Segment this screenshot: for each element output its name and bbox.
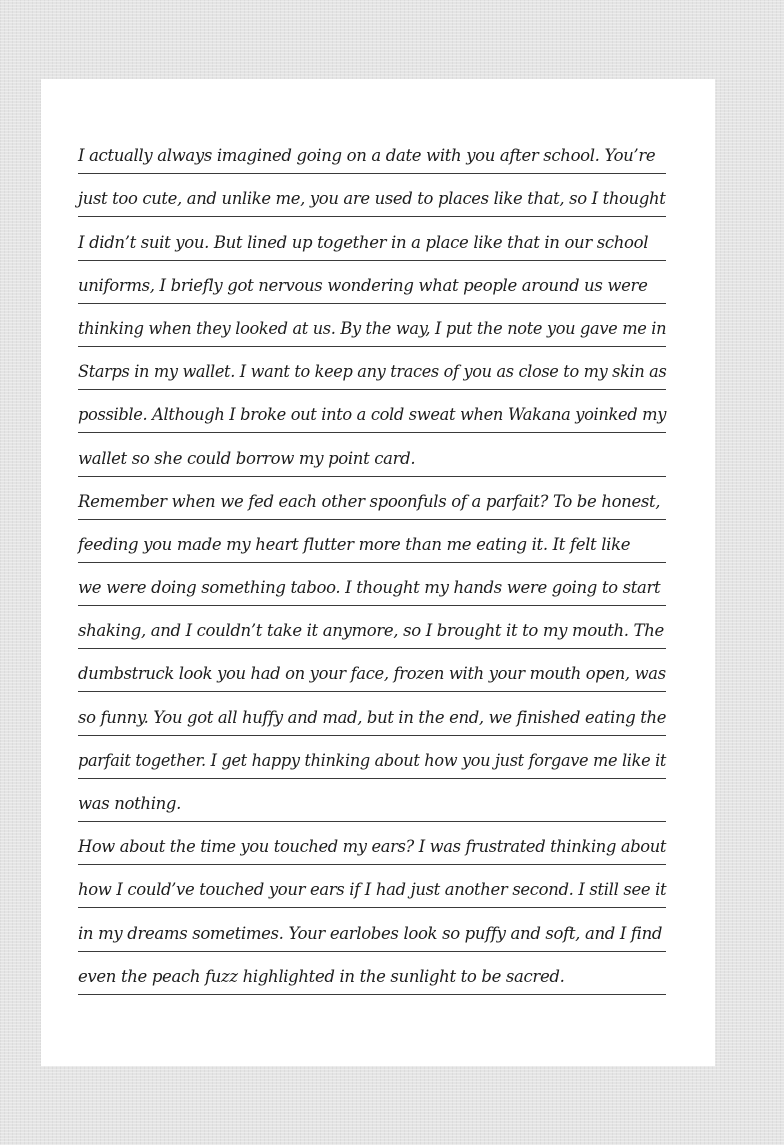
letter-line-text: Starps in my wallet. I want to keep any traces of you as close to my skin as xyxy=(78,362,667,382)
letter-line-text: I didn’t suit you. But lined up together in a place like that in our school xyxy=(78,232,649,252)
letter-line-text: in my dreams sometimes. Your earlobes look so puffy and soft, and I find xyxy=(78,923,663,943)
ruled-line xyxy=(78,865,666,908)
ruled-line xyxy=(78,433,666,476)
letter-line-text: thinking when they looked at us. By the way, I put the note you gave me in xyxy=(78,318,667,338)
ruled-line xyxy=(78,390,666,433)
ruled-line xyxy=(78,908,666,951)
ruled-line xyxy=(78,779,666,822)
ruled-line xyxy=(78,520,666,563)
letter-paper xyxy=(41,79,715,1066)
ruled-line xyxy=(78,131,666,174)
ruled-line xyxy=(78,692,666,735)
letter-line-text: shaking, and I couldn’t take it anymore, so I brought it to my mouth. The xyxy=(78,621,664,641)
ruled-line xyxy=(78,563,666,606)
letter-line-text: feeding you made my heart flutter more than me eating it. It felt like xyxy=(78,534,631,554)
letter-line-text: dumbstruck look you had on your face, frozen with your mouth open, was xyxy=(78,664,666,684)
ruled-line xyxy=(78,822,666,865)
letter-line-text: Remember when we fed each other spoonfuls of a parfait? To be honest, xyxy=(78,491,661,511)
ruled-line xyxy=(78,736,666,779)
ruled-line xyxy=(78,261,666,304)
letter-line-text: possible. Although I broke out into a cold sweat when Wakana yoinked my xyxy=(78,405,667,425)
letter-line-text: was nothing. xyxy=(78,794,182,813)
ruled-line xyxy=(78,217,666,260)
letter-line-text: wallet so she could borrow my point card. xyxy=(78,448,416,468)
ruled-line xyxy=(78,606,666,649)
letter-line-text: just too cute, and unlike me, you are used to places like that, so I thought xyxy=(78,189,666,209)
ruled-line xyxy=(78,304,666,347)
letter-line-text: How about the time you touched my ears? I was frustrated thinking about xyxy=(78,837,667,857)
ruled-line xyxy=(78,347,666,390)
ruled-line xyxy=(78,649,666,692)
ruled-line xyxy=(78,952,666,995)
ruled-line xyxy=(78,174,666,217)
letter-line-text: I actually always imagined going on a date with you after school. You’re xyxy=(78,146,656,166)
letter-line-text: we were doing something taboo. I thought my hands were going to start xyxy=(78,578,661,598)
letter-line-text: uniforms, I briefly got nervous wondering what people around us were xyxy=(78,275,648,295)
ruled-line xyxy=(78,477,666,520)
letter-line-text: even the peach fuzz highlighted in the sunlight to be sacred. xyxy=(78,966,565,986)
letter-lines xyxy=(78,131,666,995)
letter-line-text: parfait together. I get happy thinking about how you just forgave me like it xyxy=(78,750,667,770)
letter-line-text: how I could’ve touched your ears if I had just another second. I still see it xyxy=(78,880,667,900)
letter-line-text: so funny. You got all huffy and mad, but in the end, we finished eating the xyxy=(78,707,667,727)
